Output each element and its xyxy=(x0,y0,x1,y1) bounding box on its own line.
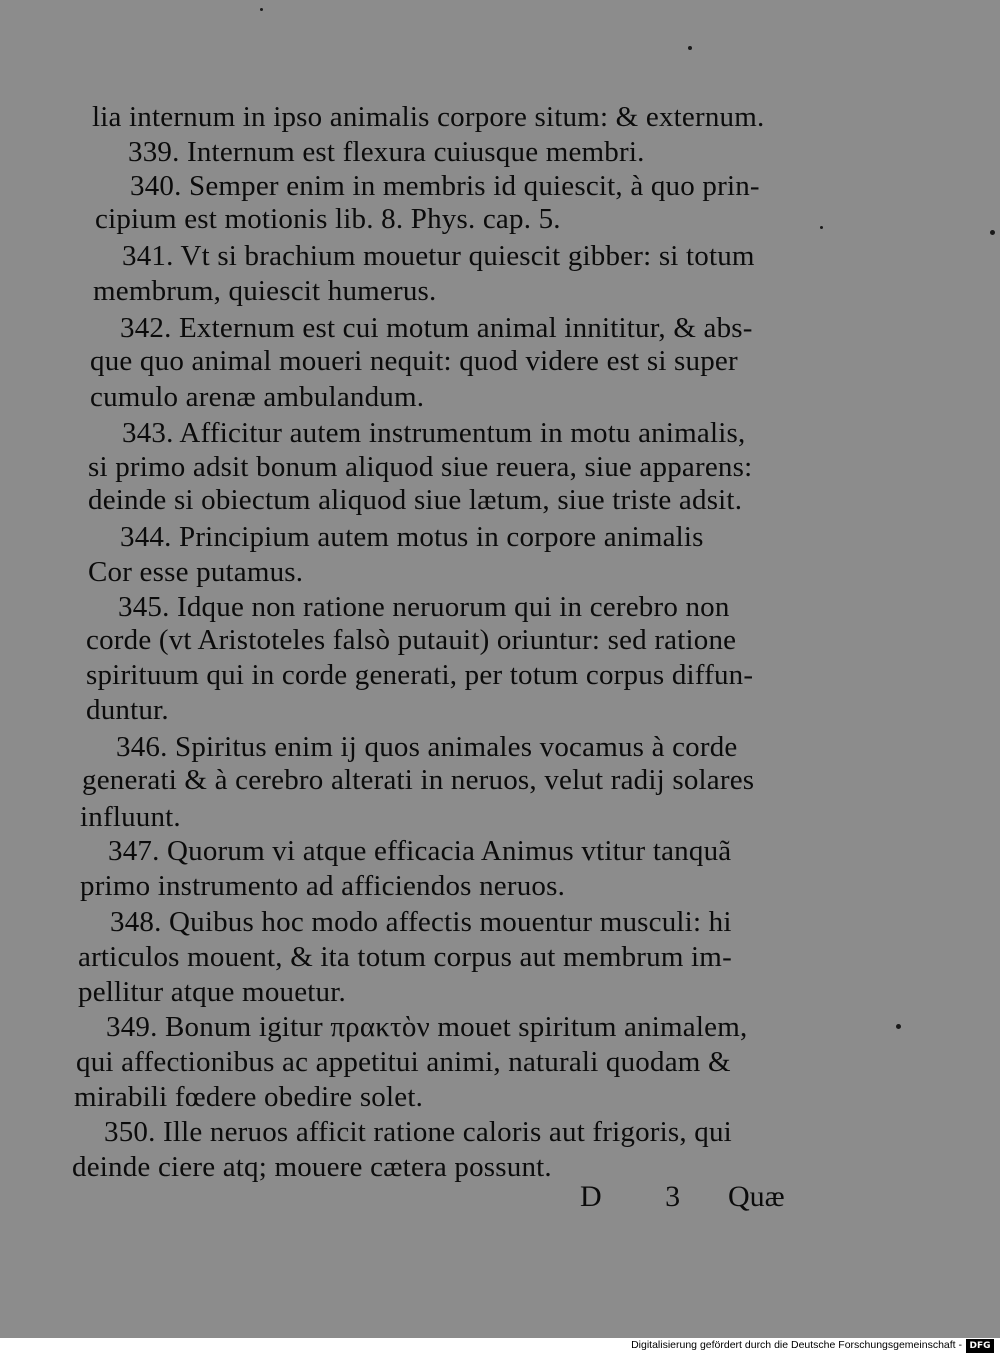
text-line: pellitur atque mouetur. xyxy=(78,976,346,1008)
text-line: 348. Quibus hoc modo affectis mouentur musculi: hi xyxy=(110,906,732,938)
scan-speck xyxy=(260,8,263,11)
text-line: 341. Vt si brachium mouetur quiescit gibber: si totum xyxy=(122,240,755,272)
text-line: si primo adsit bonum aliquod siue reuera, siue apparens: xyxy=(88,451,753,483)
text-line: corde (vt Aristoteles falsò putauit) oriuntur: sed ratione xyxy=(86,624,737,656)
text-line: Cor esse putamus. xyxy=(88,556,304,588)
dfg-logo-icon: DFG xyxy=(966,1339,994,1353)
signature-mark: D 3 xyxy=(580,1180,709,1213)
text-line: que quo animal moueri nequit: quod videre est si super xyxy=(90,345,738,377)
text-line: 350. Ille neruos afficit ratione caloris aut frigoris, qui xyxy=(104,1116,732,1148)
text-line: 340. Semper enim in membris id quiescit, à quo prin- xyxy=(130,170,760,202)
text-line: 343. Afficitur autem instrumentum in motu animalis, xyxy=(122,417,746,449)
text-line: mirabili fœdere obedire solet. xyxy=(74,1081,424,1113)
scan-speck xyxy=(688,46,692,50)
text-line: duntur. xyxy=(86,694,169,726)
text-line: articulos mouent, & ita totum corpus aut membrum im- xyxy=(78,941,732,973)
text-line: cumulo arenæ ambulandum. xyxy=(90,381,425,413)
text-line: generati & à cerebro alterati in neruos, velut radij solares xyxy=(82,764,755,796)
text-line: 349. Bonum igitur πρακτὸν mouet spiritum animalem, xyxy=(106,1011,748,1043)
text-line: 342. Externum est cui motum animal innititur, & abs- xyxy=(120,312,753,344)
text-line: influunt. xyxy=(80,801,181,833)
scan-speck xyxy=(990,230,995,235)
text-line: lia internum in ipso animalis corpore situm: & externum. xyxy=(92,101,765,133)
funding-credit: Digitalisierung gefördert durch die Deutsche Forschungsgemeinschaft - xyxy=(631,1339,962,1351)
text-line: spirituum qui in corde generati, per totum corpus diffun- xyxy=(86,659,754,691)
footer-bar xyxy=(0,1338,1000,1355)
text-line: primo instrumento ad afficiendos neruos. xyxy=(80,870,566,902)
text-line: 346. Spiritus enim ij quos animales vocamus à corde xyxy=(116,731,738,763)
text-line: 344. Principium autem motus in corpore animalis xyxy=(120,521,704,553)
text-line: 347. Quorum vi atque efficacia Animus vtitur tanquã xyxy=(108,835,732,867)
text-line: deinde ciere atq; mouere cætera possunt. xyxy=(72,1151,552,1183)
text-line: qui affectionibus ac appetitui animi, naturali quodam & xyxy=(76,1046,731,1078)
text-line: 345. Idque non ratione neruorum qui in cerebro non xyxy=(118,591,730,623)
catchword: Quæ xyxy=(728,1180,785,1213)
scan-speck xyxy=(896,1024,901,1029)
text-line: membrum, quiescit humerus. xyxy=(93,275,437,307)
text-line: cipium est motionis lib. 8. Phys. cap. 5. xyxy=(95,203,561,235)
scan-speck xyxy=(820,226,823,229)
text-line: 339. Internum est flexura cuiusque membri. xyxy=(128,136,645,168)
text-line: deinde si obiectum aliquod siue lætum, siue triste adsit. xyxy=(88,484,743,516)
